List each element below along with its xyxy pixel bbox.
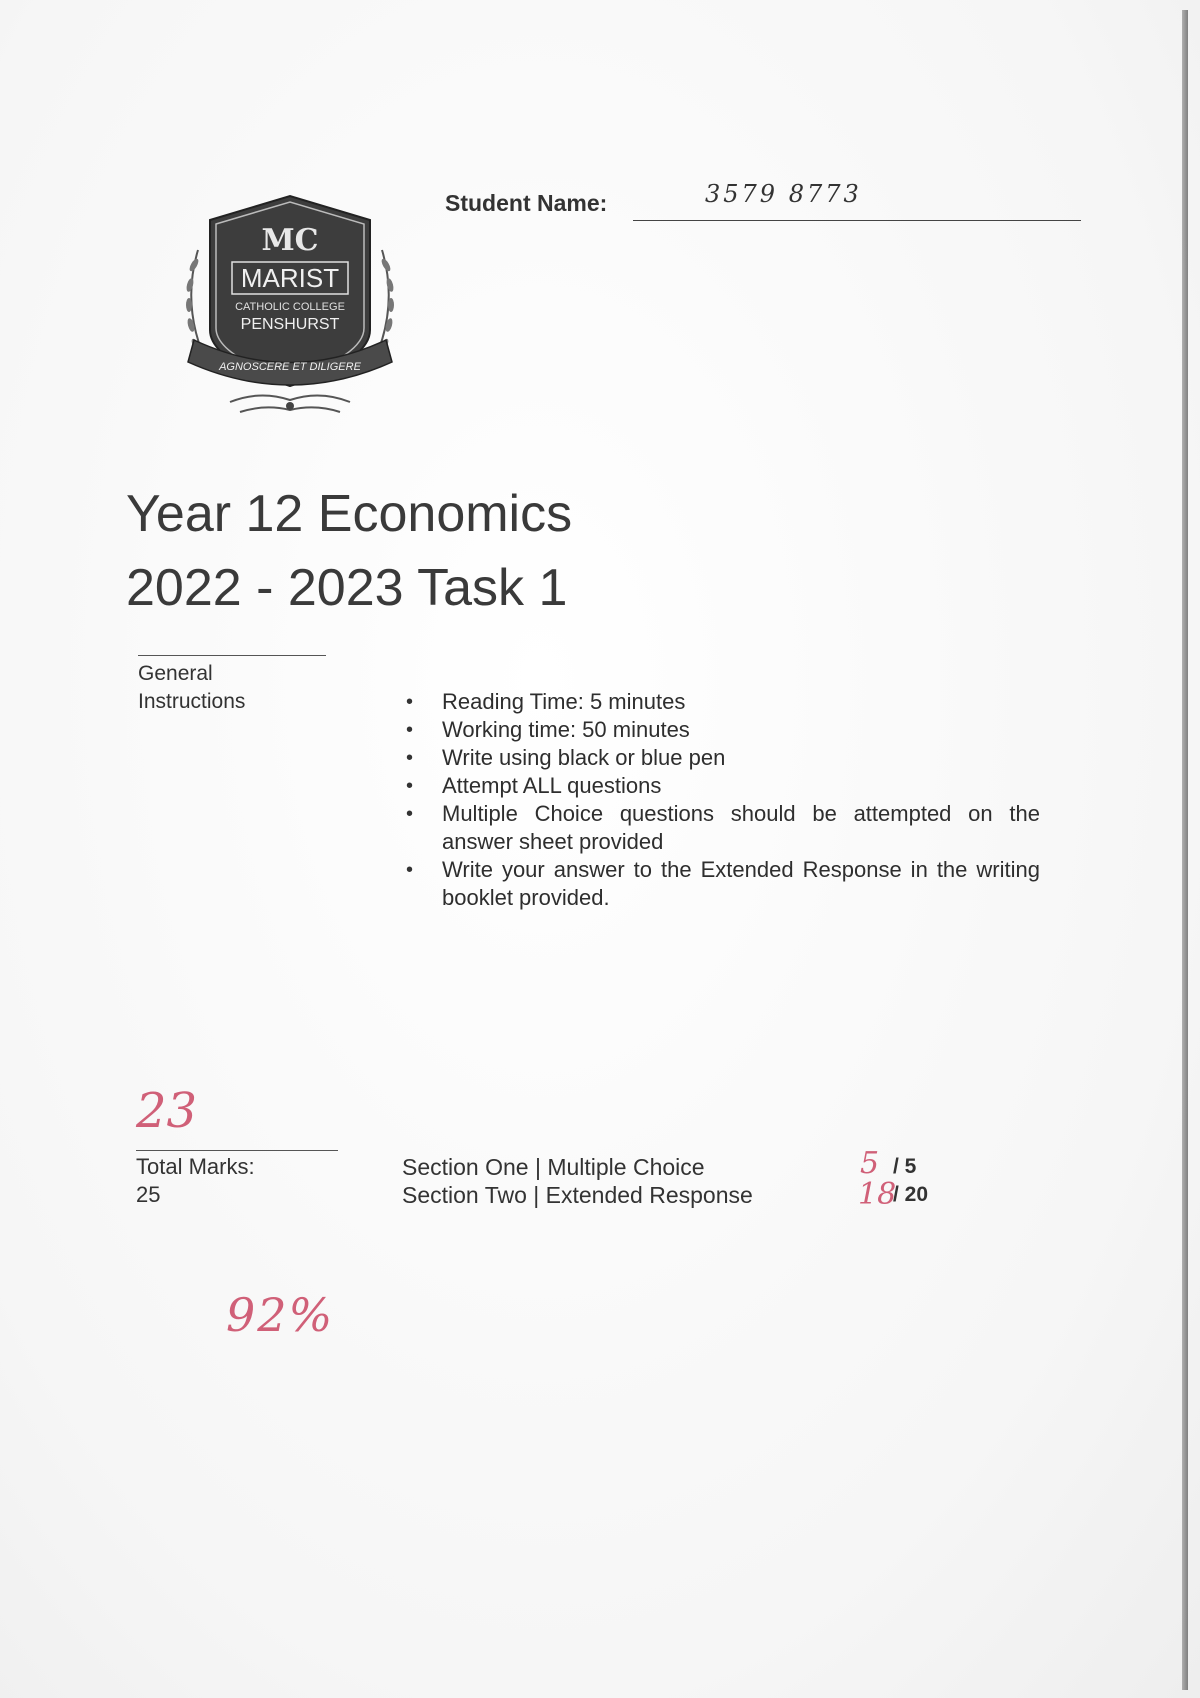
handwritten-percent: 92% [226,1288,335,1342]
section-one-score: 5 [860,1146,880,1181]
instructions-list [400,688,1040,912]
section-one-label: Section One | Multiple Choice [402,1154,705,1180]
section-one-max: / 5 [893,1155,917,1178]
instructions-label: General Instructions [138,662,246,713]
section-two-max: / 20 [893,1183,929,1206]
logo-name: MARIST [240,263,340,293]
instruction-item: • Working time: 50 minutes [400,716,1040,744]
instruction-item: • Attempt ALL questions [400,772,1040,800]
instruction-item: • Write your answer to the Extended Response in the writing booklet provided. [400,856,1040,912]
logo-motto: AGNOSCERE ET DILIGERE [219,361,361,373]
logo-line1: CATHOLIC COLLEGE [235,301,345,313]
page-title-line2: 2022 - 2023 Task 1 [126,559,568,617]
student-name-label: Student Name: [445,190,608,216]
student-name-value: 3579 8773 [705,180,862,208]
instruction-item: • Write using black or blue pen [400,744,1040,772]
instruction-item: • Reading Time: 5 minutes [400,688,1040,716]
total-marks-label: Total Marks: [136,1154,255,1179]
instruction-item: • Multiple Choice questions should be attempted on the answer sheet provided [400,800,1040,856]
logo-line2: PENSHURST [240,316,340,333]
section-two-score: 18 [858,1177,897,1212]
scan-edge [1182,10,1188,1690]
student-name-line [633,220,1081,221]
instructions-divider [138,655,326,656]
section-two-label: Section Two | Extended Response [402,1182,753,1208]
handwritten-total: 23 [136,1083,198,1139]
school-logo [170,190,410,430]
total-marks-divider [136,1150,338,1151]
page-title-line1: Year 12 Economics [126,485,573,543]
logo-emblem: MC [261,223,319,258]
total-marks-value: 25 [136,1182,161,1207]
